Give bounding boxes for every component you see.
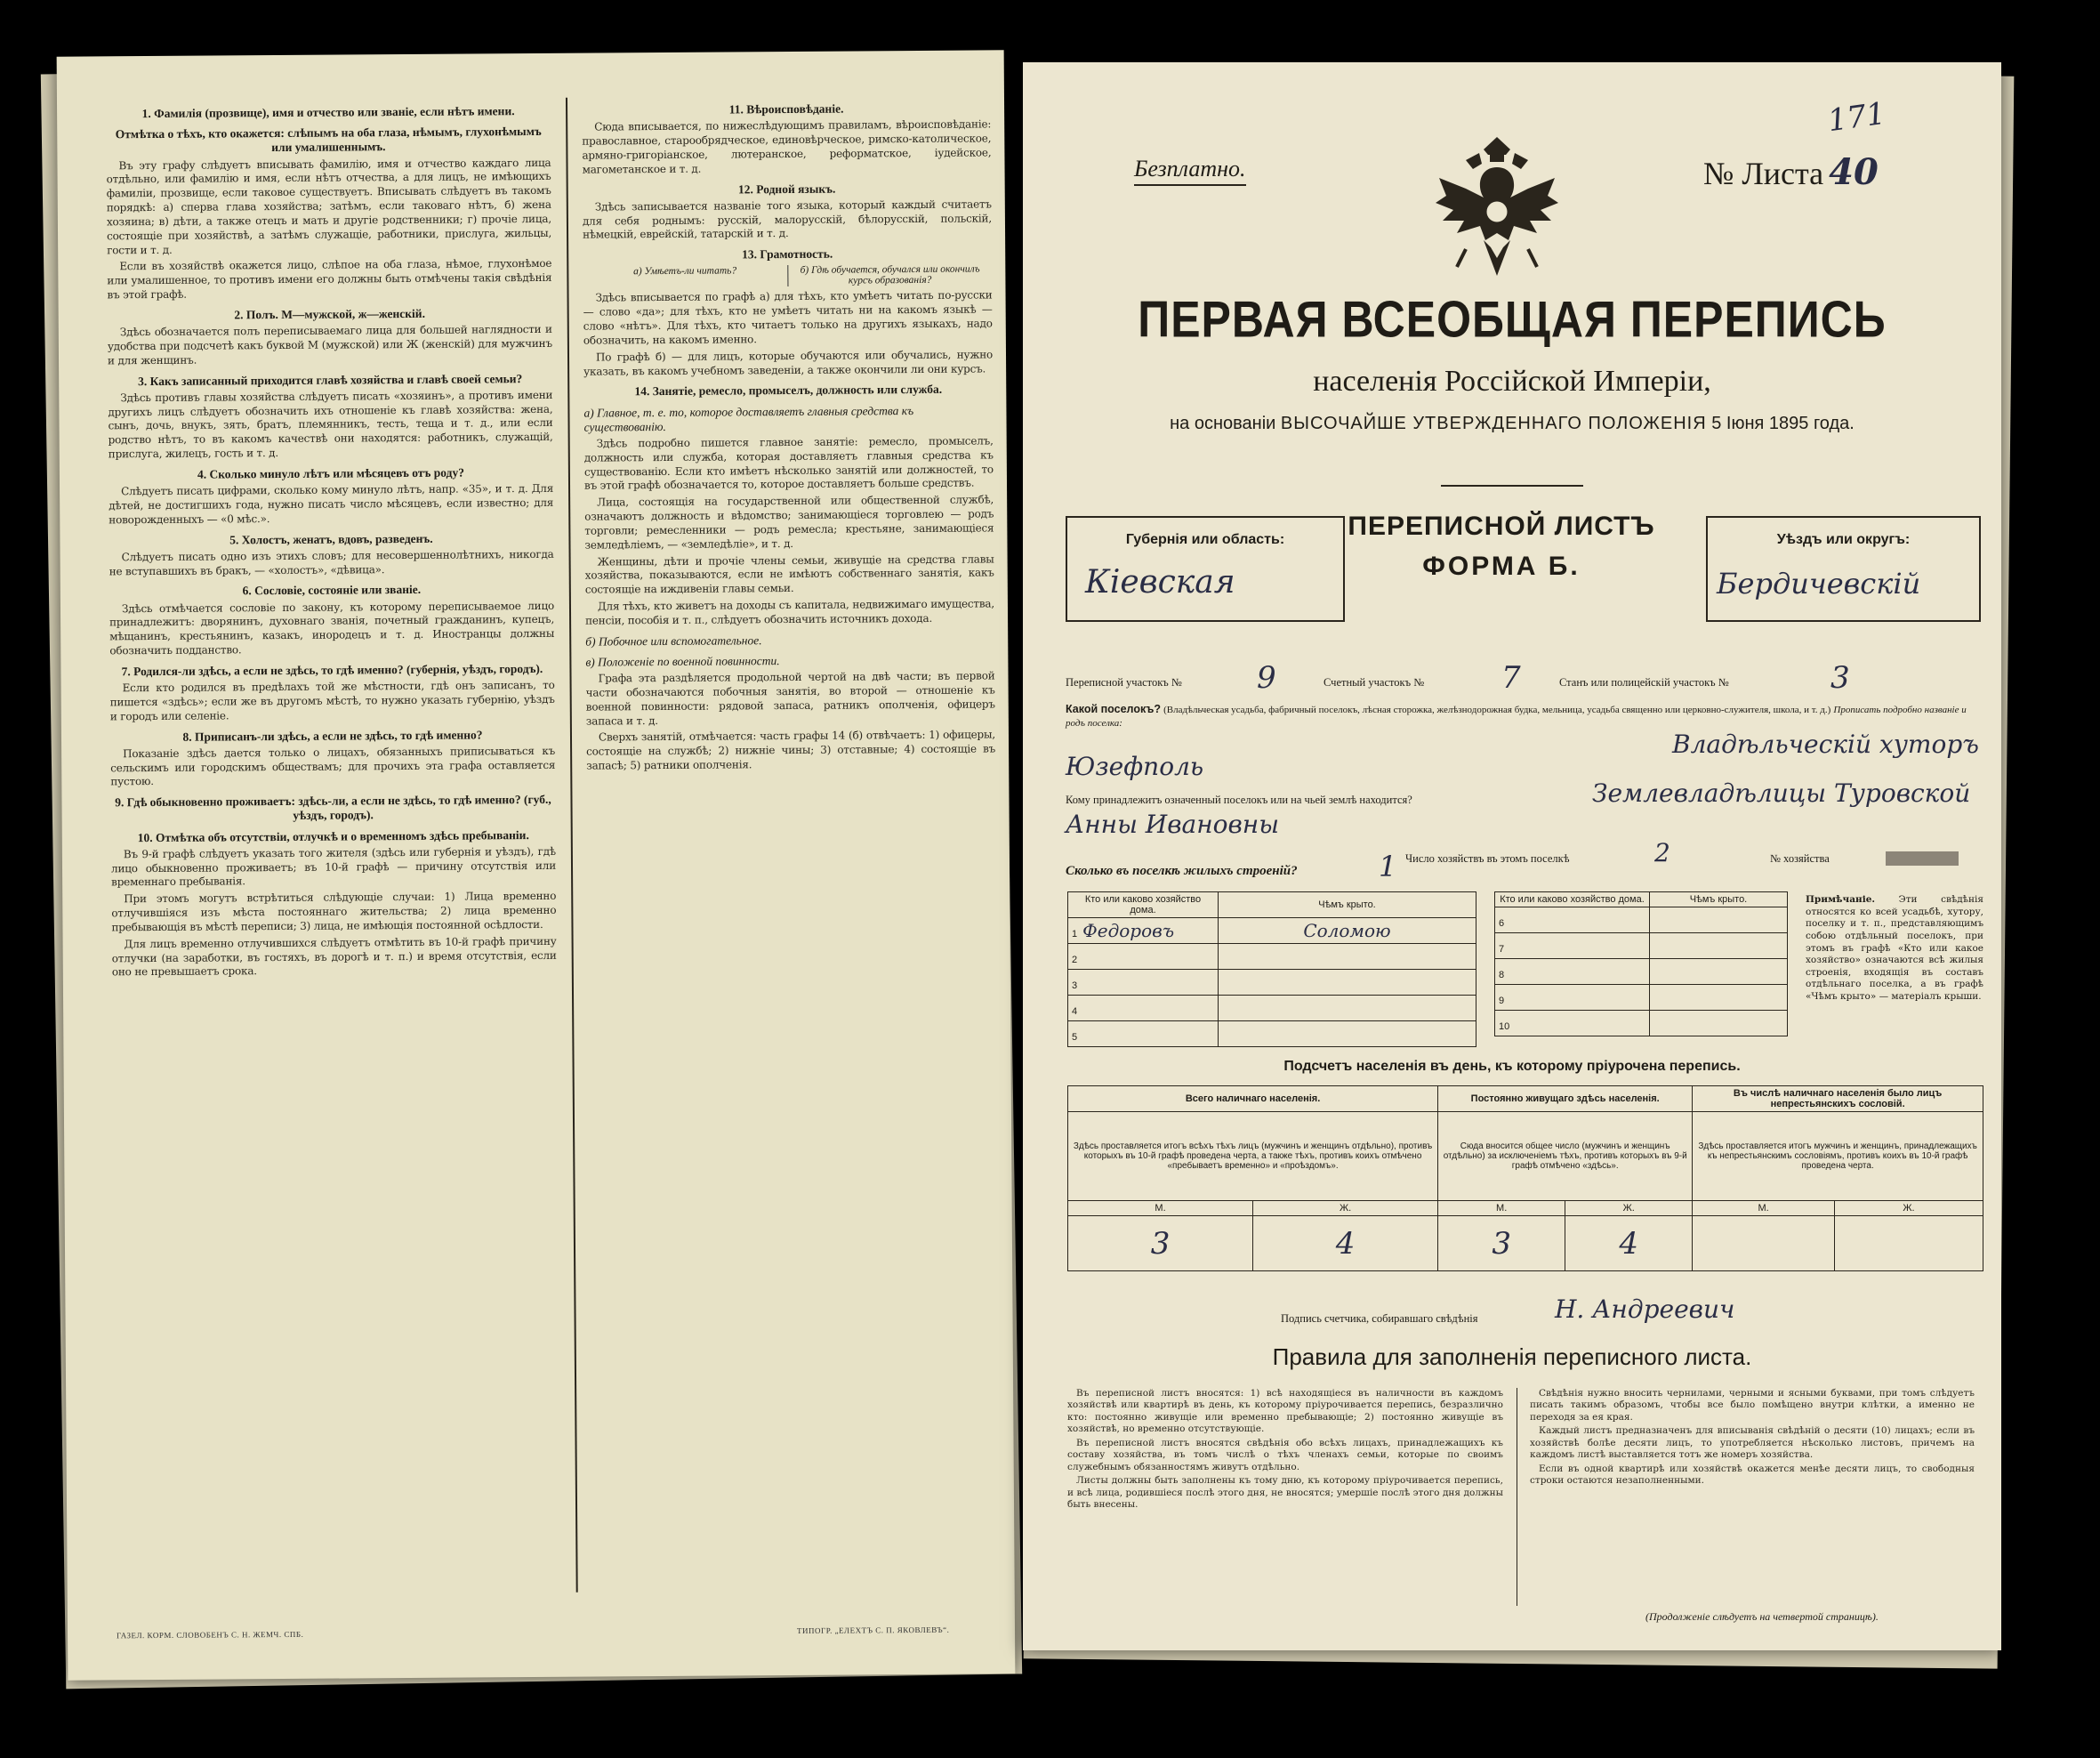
subheading-a: а) Умѣетъ-ли читать? — [583, 265, 788, 288]
gubernia-value: Кіевская — [1085, 564, 1235, 601]
sex-header-cell: Ж. — [1834, 1201, 1983, 1216]
building-row-number: 7 — [1499, 944, 1505, 955]
household-number-redacted — [1886, 851, 1959, 866]
left-page-instructions — [57, 50, 1016, 1680]
count-value-cell: 4 — [1565, 1216, 1693, 1271]
buildings-label: Сколько въ поселкѣ жилыхъ строеній? — [1066, 864, 1298, 878]
count-desc-total: Здѣсь проставляется итогъ всѣхъ тѣхъ лицъ (мужчинъ и женщинъ отдѣльно), противъ которыхъ въ 10-й графѣ проведена черта, а также тѣхъ, противъ коихъ отмѣчено «пребываетъ временно» и «проѣздомъ». — [1068, 1112, 1438, 1201]
settlement-hint: (Владѣльческая усадьба, фабричный поселокъ, лѣсная сторожка, желѣзнодорожная будка, мельница, усадьба священно или церковно-служителя, школа, и т. д.) — [1163, 705, 1831, 715]
basis-date: 5 Іюня 1895 года. — [1711, 414, 1855, 433]
instruction-paragraph: Если кто родился въ предѣлахъ той же мѣстности, гдѣ онъ записанъ, то пишется «здѣсь»; если же въ другомъ мѣстѣ, то нужно указать губернію, уѣздъ и городъ или селеніе. — [109, 678, 555, 723]
building-row — [1495, 907, 1788, 933]
buildings-col-name: Кто или каково хозяйство дома. — [1068, 892, 1219, 918]
uezd-label: Уѣздъ или округъ: — [1776, 532, 1911, 547]
sex-header-cell: М. — [1693, 1201, 1835, 1216]
building-name-cell — [1495, 933, 1650, 959]
settlement-row — [1066, 703, 1982, 730]
instruction-paragraph: Въ эту графу слѣдуетъ вписывать фамилію, имя и отчество каждаго лица отдѣльно, или фамилію и имя, если нѣтъ отчества, а для лицъ, не имѣющихъ фамиліи, прозвище, если таковое существуетъ. Вписывать слѣдуетъ въ такомъ порядкѣ: а) сперва глава хозяйства; затѣмъ, если таковаго нѣтъ, б) жена хозяина; в) дѣти, а также отецъ и мать и другіе родственники; г) прочіе лица, состоящіе при хозяйствѣ, а затѣмъ служащіе, работники, прислуга, жильцы, гости и т. д. — [106, 156, 552, 256]
instruction-heading: 14. Занятіе, ремесло, промыселъ, должность или служба. — [634, 383, 943, 399]
sheet-type-label: ПЕРЕПИСНОЙ ЛИСТЪ — [1348, 512, 1655, 541]
instruction-paragraph: Для тѣхъ, кто живетъ на доходы съ капитала, недвижимаго имущества, пенсіи, пособія и т. п., слѣдуетъ обозначить источникъ дохода. — [585, 597, 995, 627]
instruction-paragraph: Лица, состоящія на государственной или общественной службѣ, означаютъ должность и вѣдомство; занимающіеся торговлею — родъ торговли; ремесленники — родъ ремесла; крестьяне, занимающіеся земледѣліемъ, — «земледѣліе», и т. д. — [584, 493, 994, 552]
note-title: Примѣчаніе. — [1806, 894, 1876, 905]
instruction-paragraph: Слѣдуетъ писать одно изъ этихъ словъ; для несовершеннолѣтнихъ, никогда не вступавшихъ въ бракъ, — «холостъ», «дѣвица». — [109, 547, 554, 577]
signature-label: Подпись счетчика, собиравшаго свѣдѣнія — [1281, 1312, 1478, 1325]
instruction-heading: 4. Сколько минуло лѣтъ или мѣсяцевъ отъ роду? — [197, 465, 464, 481]
building-row-number: 9 — [1499, 996, 1505, 1006]
police-district-value: 3 — [1830, 660, 1850, 696]
sheet-number-label: № Листа — [1703, 156, 1824, 191]
count-value-cell: 3 — [1068, 1216, 1253, 1271]
instruction-paragraph: Въ 9-й графѣ слѣдуетъ указать того жителя (здѣсь или губернія и уѣздъ), гдѣ лицо обыкновенно проживаетъ; въ 10-й графѣ — причину отсутствія или временнаго пребыванія. — [110, 844, 557, 889]
building-name-cell — [1068, 970, 1219, 996]
building-row — [1068, 944, 1476, 970]
rules-continued-note: (Продолженіе слѣдуетъ на четвертой страницѣ). — [1645, 1610, 1879, 1623]
rule-paragraph: Въ переписной листъ вносятся: 1) всѣ находящіеся въ наличности въ каждомъ хозяйствѣ или квартирѣ въ день, къ которому пріурочивается перепись, безразлично кто: постоянно живущіе или временно пребывающіе; 2) постоянно живущіе въ хозяйствѣ, но временно отсутствующіе. — [1067, 1388, 1503, 1435]
owner-value: Землевладѣлицы Туровской — [1592, 778, 1971, 808]
instruction-paragraph: Здѣсь записывается названіе того языка, который каждый считаетъ для себя роднымъ: русскій, малорусскій, бѣлорусскій, польскій, нѣмецкій, еврейскій, татарскій и т. д. — [582, 198, 992, 241]
household-number-label: № хозяйства — [1770, 852, 1830, 865]
instruction-paragraph: Здѣсь вписывается по графѣ а) для тѣхъ, кто умѣетъ читать по-русски — слово «да»; для тѣхъ, кто не умѣетъ читать ни на какомъ языкѣ — слово «нѣтъ». Для тѣхъ, кто читаетъ только на другихъ языкахъ, надо обозначить, на какомъ именно. — [583, 288, 993, 347]
instruction-paragraph: Для лицъ временно отлучившихся слѣдуетъ отмѣтить въ 10-й графѣ причину отлучки (на заработки, въ гостяхъ, въ дорогѣ и т. п.) и время отсутствія, если оно не превышаетъ срока. — [111, 934, 557, 979]
building-row — [1495, 985, 1788, 1011]
census-title: ПЕРВАЯ ВСЕОБЩАЯ ПЕРЕПИСЬ — [1138, 290, 1887, 349]
population-count-title: Подсчетъ населенія въ день, къ которому пріурочена перепись. — [1283, 1059, 1741, 1074]
instruction-heading: 7. Родился-ли здѣсь, а если не здѣсь, то гдѣ именно? (губернія, уѣздъ, городъ). — [121, 661, 543, 679]
police-district-label: Станъ или полицейскій участокъ № — [1559, 676, 1729, 689]
subheading-b: б) Гдѣ обучается, обучался или окончилъ курсъ образованія? — [800, 263, 980, 286]
owner-label: Кому принадлежитъ означенный поселокъ или на чьей землѣ находится? — [1066, 794, 1412, 806]
buildings-table-left — [1067, 891, 1476, 1047]
buildings-col-roof: Чѣмъ крыто. — [1219, 892, 1476, 918]
column-divider — [566, 98, 578, 1593]
building-roof-value — [1219, 996, 1476, 1021]
rules-column-left — [1067, 1388, 1503, 1512]
count-value-cell — [1834, 1216, 1983, 1271]
enumeration-district-value: 9 — [1257, 660, 1276, 696]
building-row-number: 1 — [1072, 929, 1078, 939]
instruction-heading: 12. Родной языкъ. — [737, 181, 836, 196]
rules-title: Правила для заполненія переписного листа. — [1272, 1343, 1752, 1370]
building-row — [1495, 933, 1788, 959]
building-name-cell — [1068, 996, 1219, 1021]
instruction-heading: 8. Приписанъ-ли здѣсь, а если не здѣсь, то гдѣ именно? — [182, 727, 483, 744]
building-roof-value — [1650, 933, 1788, 959]
instruction-paragraph: Здѣсь отмѣчается сословіе по закону, къ которому переписываемое лицо принадлежитъ: дворянинъ, духовнаго званія, почетный гражданинъ, купецъ, мѣщанинъ, крестьянинъ, казакъ, инородецъ и т. д. Иностранцы должны обозначить подданство. — [109, 599, 555, 657]
building-roof-value — [1650, 907, 1788, 933]
count-header-permanent: Постоянно живущаго здѣсь населенія. — [1438, 1086, 1693, 1112]
instruction-paragraph: Если въ хозяйствѣ окажется лицо, слѣпое на оба глаза, нѣмое, глухонѣмое или умалишенное, то противъ имени его должны быть отмѣчены такія свѣдѣнія въ этой графѣ. — [107, 257, 552, 302]
instruction-heading: 6. Сословіе, состояніе или званіе. — [242, 583, 422, 598]
rule-paragraph: Листы должны быть заполнены къ тому дню, къ которому пріурочивается перепись, и всѣ лица, родившіеся послѣ этого дня, не вносятся; умершіе послѣ этого дня должны быть внесены. — [1067, 1475, 1503, 1510]
instruction-paragraph: По графѣ б) — для лицъ, которые обучаются или обучались, нужно указать, въ какомъ учебномъ заведеніи, а также окончили ли они курсъ. — [583, 348, 994, 378]
owner-value-2: Анны Ивановны — [1066, 810, 1280, 839]
instruction-paragraph: Показаніе здѣсь дается только о лицахъ, обязанныхъ приписываться къ сельскимъ или городскимъ обществамъ; для прочихъ эта графа оставляется пустою. — [110, 744, 556, 788]
settlement-label: Какой поселокъ? — [1066, 703, 1161, 715]
counting-district-label: Счетный участокъ № — [1324, 676, 1425, 689]
count-header-non-peasant: Въ числѣ наличнаго населенія было лицъ непрестьянскихъ сословій. — [1693, 1086, 1983, 1112]
handwritten-page-number: 171 — [1825, 95, 1888, 140]
building-roof-value — [1219, 944, 1476, 970]
sheet-number-value: 40 — [1829, 151, 1879, 193]
sex-header-row — [1068, 1201, 1983, 1216]
building-row-number: 3 — [1072, 980, 1078, 991]
buildings-col-roof-2: Чѣмъ крыто. — [1650, 892, 1788, 907]
building-name-cell — [1495, 907, 1650, 933]
households-label: Число хозяйствъ въ этомъ поселкѣ — [1405, 852, 1570, 865]
instruction-heading: Отмѣтка о тѣхъ, кто окажется: слѣпымъ на оба глаза, нѣмымъ, глухонѣмымъ или умалишеннымъ. — [115, 125, 542, 155]
instruction-heading: а) Главное, т. е. то, которое доставляетъ главныя средства къ существованію. — [583, 403, 914, 434]
building-name-cell — [1495, 1011, 1650, 1036]
sex-header-cell: Ж. — [1253, 1201, 1438, 1216]
building-name-cell — [1068, 918, 1219, 944]
rules-column-right — [1530, 1388, 1975, 1489]
building-roof-value — [1650, 959, 1788, 985]
building-roof-value — [1650, 1011, 1788, 1036]
building-name-cell — [1068, 944, 1219, 970]
instruction-heading: в) Положеніе по военной повинности. — [585, 653, 780, 669]
instructions-column-2 — [582, 94, 1002, 1592]
instructions-column-1 — [106, 98, 561, 1595]
sex-header-cell: М. — [1068, 1201, 1253, 1216]
imperial-eagle-icon — [1430, 133, 1564, 285]
printer-imprint-left: ГАЗЕЛ. КОРМ. СЛОВОБЕНЪ С. Н. ЖЕМЧ. СПБ. — [116, 1629, 304, 1641]
uezd-value: Бердичевскій — [1717, 567, 1921, 601]
instruction-paragraph: Здѣсь противъ главы хозяйства слѣдуетъ писать «хозяинъ», а противъ имени другихъ лицъ слѣдуетъ обозначить ихъ отношеніе къ главѣ хозяйства: жена, сынъ, дочь, внукъ, зять, братъ, племянникъ, тесть, теща и т. д., или если родство нѣтъ, то въ какомъ качествѣ они находятся: работникъ, служащій, прислуга, жилецъ, гость и т. д. — [108, 388, 553, 461]
instruction-heading: 2. Полъ. М—мужской, ж—женскій. — [234, 306, 425, 322]
instruction-heading: 9. Гдѣ обыкновенно проживаетъ: здѣсь-ли, а если не здѣсь, то гдѣ именно? (губ., уѣздъ, городъ). — [115, 793, 551, 823]
building-row-number: 2 — [1072, 955, 1078, 965]
sex-header-cell: Ж. — [1565, 1201, 1693, 1216]
buildings-col-name-2: Кто или каково хозяйство дома. — [1495, 892, 1650, 907]
building-row — [1068, 1021, 1476, 1047]
building-row-number: 8 — [1499, 970, 1505, 980]
instruction-paragraph: Графа эта раздѣляется продольной чертой на двѣ части; въ первой части обозначаются побочныя занятія, во второй — отношеніе къ военной повинности: рядовой запаса, ратникъ ополченія, офицеръ запаса и т. д. — [585, 669, 995, 728]
buildings-table-right — [1494, 891, 1788, 1036]
building-name-cell — [1068, 1021, 1219, 1047]
building-row — [1068, 996, 1476, 1021]
settlement-value-2: Юзефполь — [1066, 752, 1204, 781]
literacy-subheading — [583, 264, 992, 288]
instruction-paragraph: Сверхъ занятій, отмѣчается: часть графы 14 (б) отвѣчаетъ: 1) офицеры, состоящіе на службѣ; 2) нижніе чины; 3) отставные; 4) состоящіе въ запасѣ; 5) ратники ополченія. — [586, 728, 996, 772]
rule-paragraph: Свѣдѣнія нужно вносить чернилами, черными и ясными буквами, при томъ слѣдуетъ писать такимъ образомъ, чтобы все было помѣщено внутри клѣтки, а именно не переходя за ея края. — [1530, 1388, 1975, 1423]
rule-paragraph: Въ переписной листъ вносятся свѣдѣнія обо всѣхъ лицахъ, принадлежащихъ къ составу хозяйства, въ томъ числѣ о тѣхъ членахъ семьи, которые по своимъ служебнымъ обязанностямъ живутъ отдѣльно. — [1067, 1437, 1503, 1472]
instruction-heading: 3. Какъ записанный приходится главѣ хозяйства и главѣ своей семьи? — [138, 371, 523, 388]
instruction-paragraph: Слѣдуетъ писать цифрами, сколько кому минуло лѣтъ, напр. «35», и т. д. Для дѣтей, не достигшихъ года, нужно писать число мѣсяцевъ, если известно; для новорожденныхъ — «0 мѣс.». — [109, 481, 554, 527]
instruction-heading: 10. Отмѣтка объ отсутствіи, отлучкѣ и о временномъ здѣсь пребываніи. — [137, 827, 529, 844]
settlement-hint-2: Прописать подробно названіе и родъ поселка: — [1066, 705, 1967, 730]
building-row-number: 6 — [1499, 918, 1505, 929]
building-row — [1068, 918, 1476, 944]
building-roof-value — [1650, 985, 1788, 1011]
population-count-table — [1067, 1085, 1983, 1271]
right-page-census-form — [1023, 62, 2001, 1650]
buildings-note — [1806, 894, 1983, 1004]
rule-paragraph: Если въ одной квартирѣ или хозяйствѣ окажется менѣе десяти лицъ, то свободныя строки остаются незаполненными. — [1530, 1463, 1975, 1487]
buildings-value: 1 — [1379, 850, 1397, 883]
building-roof-value — [1219, 970, 1476, 996]
instruction-heading: 13. Грамотность. — [742, 246, 833, 262]
census-legal-basis — [1023, 414, 2001, 434]
building-roof-value — [1219, 1021, 1476, 1047]
counting-district-value: 7 — [1501, 660, 1521, 696]
instruction-heading: 1. Фамилія (прозвище), имя и отчество или званіе, если нѣтъ имени. — [141, 104, 515, 121]
enumeration-district-label: Переписной участокъ № — [1066, 676, 1182, 689]
census-subtitle: населенія Россійской Имперіи, — [1313, 365, 1711, 398]
building-owner-value: Федоровъ — [1082, 920, 1175, 941]
instruction-heading: 11. Вѣроисповѣданіе. — [728, 101, 844, 117]
enumerator-signature: Н. Андреевич — [1555, 1294, 1735, 1324]
sheet-number — [1703, 151, 1879, 193]
rule-paragraph: Каждый листъ предназначенъ для вписыванія свѣдѣній о десяти (10) лицахъ; если въ хозяйствѣ болѣе десяти лицъ, то употребляется нѣсколько листовъ, причемъ на каждомъ листѣ выставляется тотъ же номеръ хозяйства. — [1530, 1425, 1975, 1461]
building-row — [1068, 970, 1476, 996]
sex-header-cell: М. — [1438, 1201, 1565, 1216]
instruction-paragraph: При этомъ могутъ встрѣтиться слѣдующіе случаи: 1) Лица временно отлучившіяся изъ мѣста постояннаго жительства; 2) лица временно пребывающія въ мѣстѣ переписи; 3) лица, не имѣющія постоянной осѣдлости. — [111, 890, 557, 934]
building-row-number: 4 — [1072, 1006, 1078, 1017]
instruction-paragraph: Женщины, дѣти и прочіе члены семьи, живущіе на средства главы хозяйства, показываются, если не имѣютъ собственнаго занятія, какъ состоящіе на иждивеніи главы семьи. — [584, 552, 994, 596]
form-label: ФОРМА Б. — [1422, 552, 1581, 581]
gubernia-label: Губернія или область: — [1125, 532, 1285, 547]
instruction-paragraph: Сюда вписывается, по нижеслѣдующимъ правиламъ, вѣроисповѣданіе: православное, старообрядческое, единовѣрческое, римско-католическое, армяно-григоріанское, лютеранское, реформатское, іудейское, магометанское и т. д. — [582, 117, 992, 176]
count-value-cell: 3 — [1438, 1216, 1565, 1271]
count-desc-permanent: Сюда вносится общее число (мужчинъ и женщинъ отдѣльно) за исключеніемъ тѣхъ, противъ которыхъ въ 9-й графѣ отмѣчено «здѣсь». — [1438, 1112, 1693, 1201]
count-value-cell — [1693, 1216, 1835, 1271]
instruction-heading: 5. Холостъ, женатъ, вдовъ, разведенъ. — [229, 531, 433, 546]
instruction-paragraph: Здѣсь подробно пишется главное занятіе: ремесло, промыселъ, должность или служба, которая доставляетъ главныя средства къ существованію. Если кто имѣетъ нѣсколько занятій или должностей, то въ этой графѣ обозначается то, которое доставляетъ больше средствъ. — [583, 434, 994, 492]
building-name-cell — [1495, 985, 1650, 1011]
settlement-value: Владѣльческій хуторъ — [1672, 730, 1979, 759]
building-row — [1495, 959, 1788, 985]
instruction-paragraph: Здѣсь обозначается полъ переписываемаго лица для большей наглядности и удобства при подсчетѣ какъ буквой М (мужской) или Ж (женскій) для мужчинъ и для женщинъ. — [107, 322, 552, 367]
building-roof-value: Соломою — [1219, 918, 1476, 944]
title-separator — [1441, 485, 1583, 487]
building-name-cell — [1495, 959, 1650, 985]
count-value-cell: 4 — [1253, 1216, 1438, 1271]
basis-caps: ВЫСОЧАЙШЕ УТВЕРЖДЕННАГО ПОЛОЖЕНІЯ — [1280, 414, 1707, 433]
basis-prefix: на основаніи — [1170, 414, 1276, 433]
building-row-number: 5 — [1072, 1032, 1078, 1043]
free-label: Безплатно. — [1134, 156, 1246, 186]
printer-imprint-right: ТИПОГР. „ЕЛЕХТЪ С. П. ЯКОВЛЕВЪ“. — [796, 1625, 950, 1635]
count-desc-non-peasant: Здѣсь проставляется итогъ мужчинъ и женщинъ, принадлежащихъ къ непрестьянскимъ сословіямъ, противъ коихъ въ 10-й графѣ проведена черта. — [1693, 1112, 1983, 1201]
instruction-heading: б) Побочное или вспомогательное. — [585, 633, 762, 649]
building-row — [1495, 1011, 1788, 1036]
households-value: 2 — [1654, 838, 1670, 867]
count-values-row — [1068, 1216, 1983, 1271]
building-row-number: 10 — [1499, 1021, 1510, 1032]
district-row — [1066, 605, 1991, 696]
count-header-total: Всего наличнаго населенія. — [1068, 1086, 1438, 1112]
note-text: Эти свѣдѣнія относятся ко всей усадьбѣ, хутору, поселку и т. п., представляющимъ собою отдѣльный поселокъ, при этомъ въ графѣ «Кто или какое хозяйство» означаются всѣ жилыя строенія, входящія въ составъ отдѣльнаго поселка, а въ графѣ «Чѣмъ крыто» — матеріалъ крыши. — [1806, 894, 1983, 1003]
